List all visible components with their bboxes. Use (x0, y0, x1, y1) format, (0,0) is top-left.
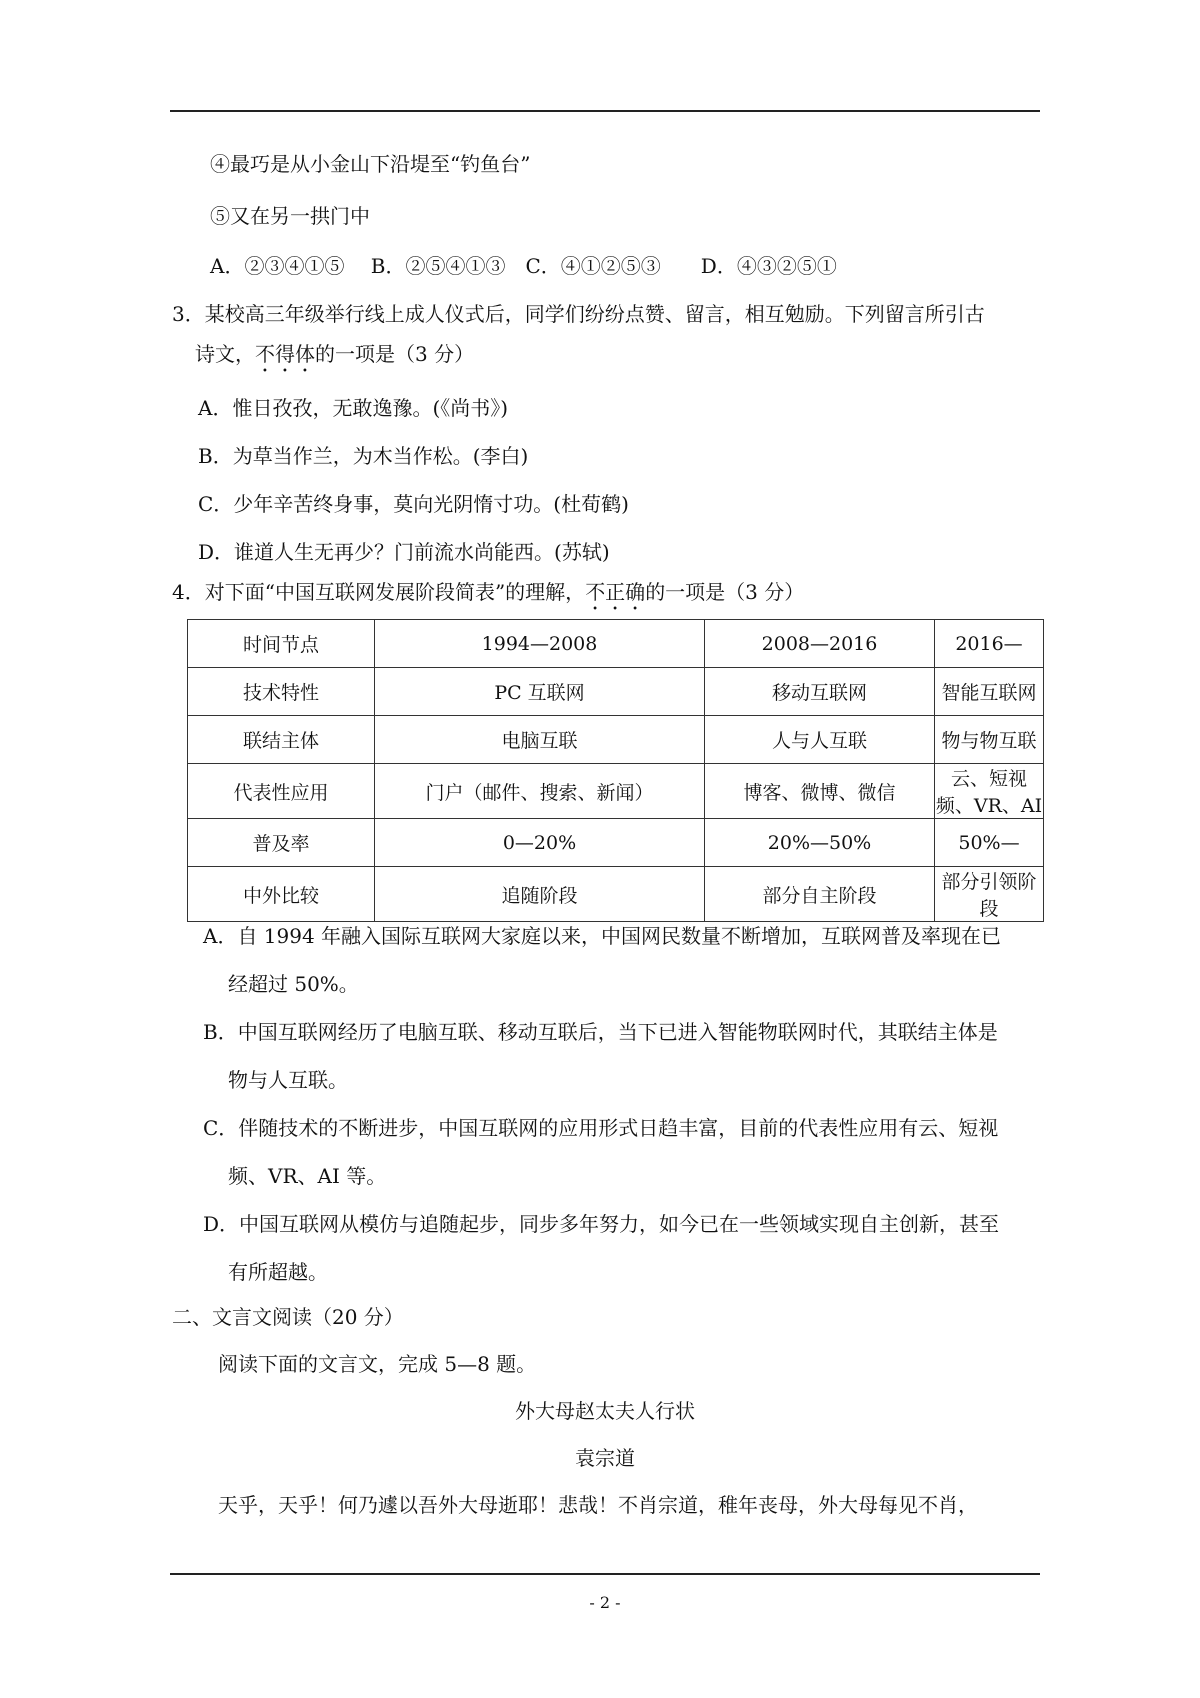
q4-stem-pre: 4．对下面“中国互联网发展阶段简表”的理解， (172, 580, 586, 604)
table-cell: 部分引领阶段 (935, 867, 1044, 922)
passage-line-4: ④最巧是从小金山下沿堤至“钓鱼台” (210, 152, 531, 176)
q3-option-d: D．谁道人生无再少？门前流水尚能西。(苏轼) (198, 540, 610, 564)
q3-emphasis: 不得体 (255, 342, 315, 366)
page-number: - 2 - (589, 1593, 621, 1612)
table-cell: 1994—2008 (375, 620, 705, 668)
table-cell: 代表性应用 (188, 764, 375, 819)
internet-stages-table (187, 619, 1044, 922)
table-row (188, 764, 1044, 819)
q4-option-c-cont: 频、VR、AI 等。 (228, 1164, 387, 1188)
table-cell: 智能互联网 (935, 668, 1044, 716)
q4-option-b-cont: 物与人互联。 (228, 1068, 348, 1092)
q4-stem-post: 的一项是（3 分） (645, 580, 805, 604)
table-cell: 20%—50% (705, 819, 935, 867)
q4-stem (172, 578, 804, 615)
passage-first-line: 天乎，天乎！何乃遽以吾外大母逝耶！悲哉！不肖宗道，稚年丧母，外大母每见不肖， (218, 1493, 978, 1517)
table-row (188, 716, 1044, 764)
table-cell: 门户（邮件、搜索、新闻） (375, 764, 705, 819)
table-cell: 博客、微博、微信 (705, 764, 935, 819)
table-cell: 物与物互联 (935, 716, 1044, 764)
q3-option-c: C．少年辛苦终身事，莫向光阴惰寸功。(杜荀鹤) (198, 492, 629, 516)
table-row (188, 668, 1044, 716)
table-cell: 追随阶段 (375, 867, 705, 922)
table-cell: 中外比较 (188, 867, 375, 922)
q3-option-b: B．为草当作兰，为木当作松。(李白) (198, 444, 529, 468)
passage-author: 袁宗道 (575, 1446, 635, 1470)
table-cell: 时间节点 (188, 620, 375, 668)
table-cell: 普及率 (188, 819, 375, 867)
table-cell: PC 互联网 (375, 668, 705, 716)
table-cell: 电脑互联 (375, 716, 705, 764)
q4-option-a: A．自 1994 年融入国际互联网大家庭以来，中国网民数量不断增加，互联网普及率现在已 (203, 924, 1002, 948)
q3-option-a: A．惟日孜孜，无敢逸豫。(《尚书》) (198, 396, 509, 420)
footer-rule (170, 1573, 1040, 1575)
table-cell: 50%— (935, 819, 1044, 867)
q4-option-d-cont: 有所超越。 (228, 1260, 328, 1284)
table-cell: 技术特性 (188, 668, 375, 716)
q3-stem-post: 的一项是（3 分） (315, 342, 475, 366)
table-cell: 云、短视频、VR、AI (935, 764, 1044, 819)
table-cell: 2008—2016 (705, 620, 935, 668)
section-heading: 二、文言文阅读（20 分） (172, 1305, 404, 1329)
q3-stem: 3．某校高三年级举行线上成人仪式后，同学们纷纷点赞、留言，相互勉励。下列留言所引古 (172, 302, 985, 326)
q3-stem-pre: 诗文， (195, 342, 255, 366)
table-row (188, 819, 1044, 867)
passage-title: 外大母赵太夫人行状 (515, 1399, 695, 1423)
q2-options: A．②③④①⑤ B．②⑤④①③ C．④①②⑤③ D．④③②⑤① (210, 254, 837, 278)
section-instruction: 阅读下面的文言文，完成 5—8 题。 (218, 1352, 537, 1376)
q4-option-c: C．伴随技术的不断进步，中国互联网的应用形式日趋丰富，目前的代表性应用有云、短视 (203, 1116, 999, 1140)
header-rule (170, 110, 1040, 112)
q4-option-a-cont: 经超过 50%。 (228, 972, 359, 996)
table-cell: 人与人互联 (705, 716, 935, 764)
table-cell: 部分自主阶段 (705, 867, 935, 922)
q4-option-b: B．中国互联网经历了电脑互联、移动互联后，当下已进入智能物联网时代，其联结主体是 (203, 1020, 998, 1044)
table-row (188, 867, 1044, 922)
passage-line-5: ⑤又在另一拱门中 (210, 204, 370, 228)
q4-option-d: D．中国互联网从模仿与追随起步，同步多年努力，如今已在一些领域实现自主创新，甚至 (203, 1212, 1000, 1236)
table-cell: 移动互联网 (705, 668, 935, 716)
table-cell: 0—20% (375, 819, 705, 867)
table-cell: 2016— (935, 620, 1044, 668)
table-cell: 联结主体 (188, 716, 375, 764)
q3-stem-cont (195, 340, 474, 377)
q4-emphasis: 不正确 (585, 580, 646, 604)
table-row (188, 620, 1044, 668)
